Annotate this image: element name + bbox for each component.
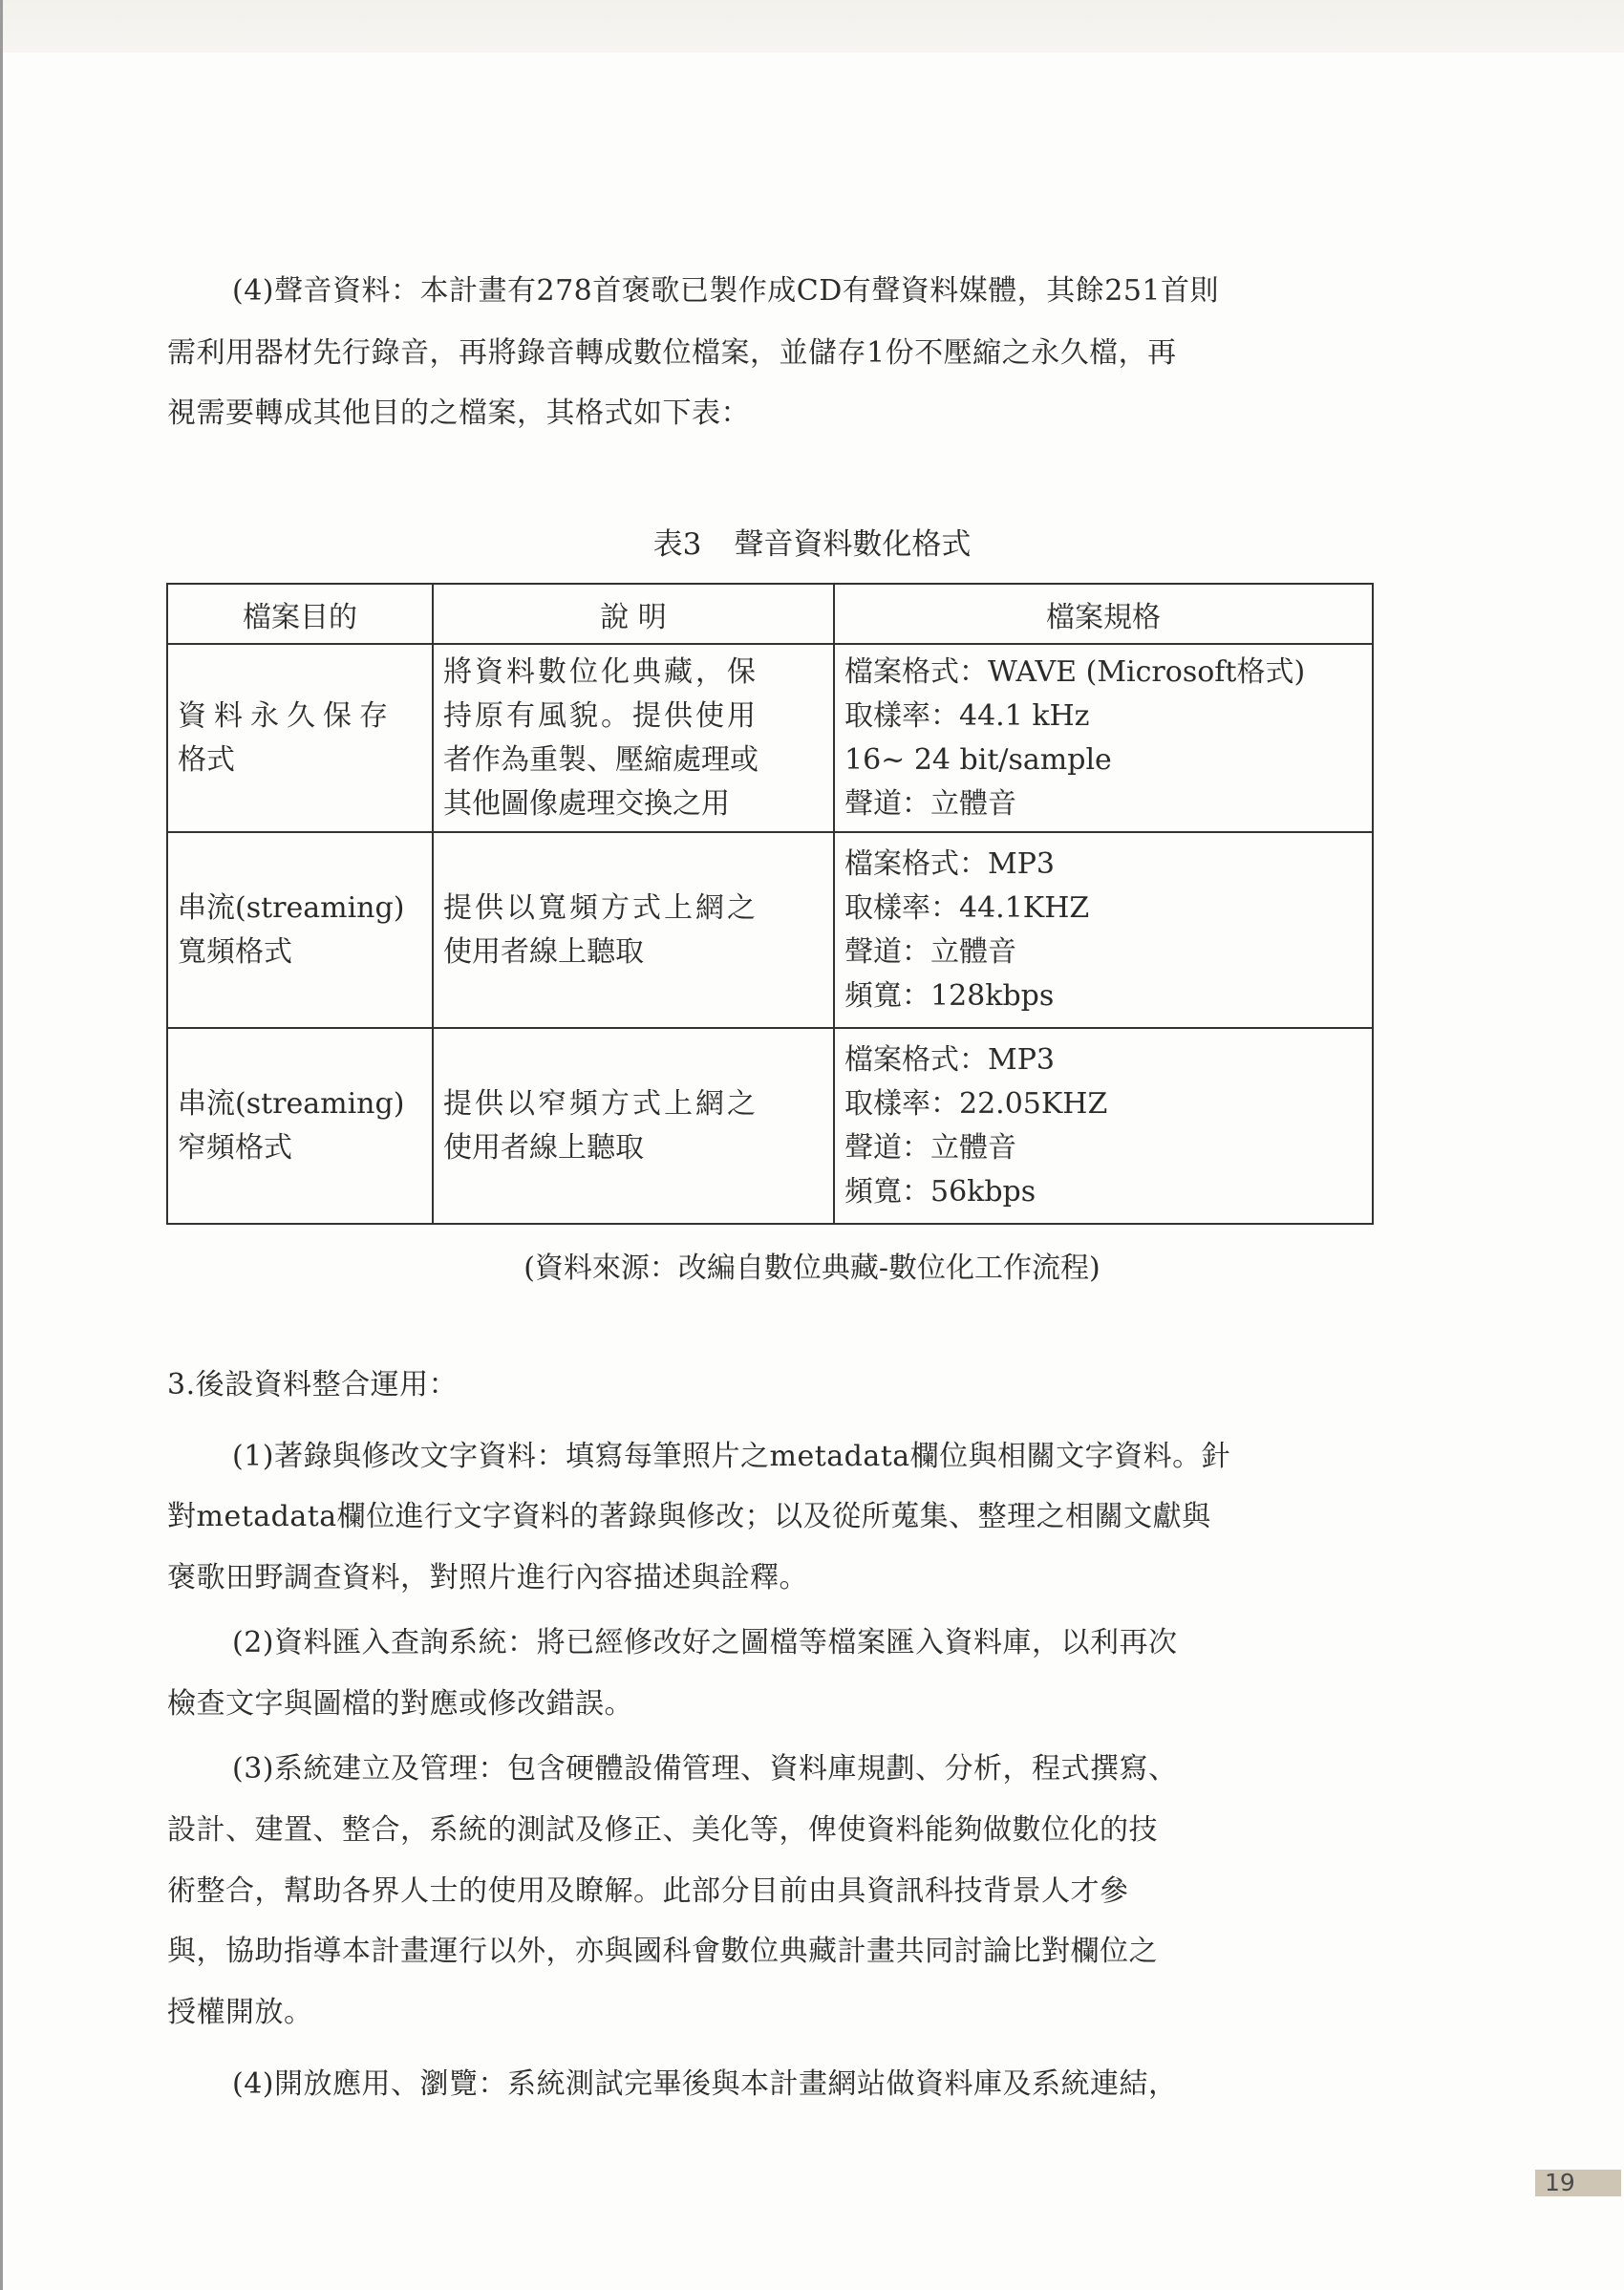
description-line: 提供以窄頻方式上網之	[443, 1086, 759, 1121]
spec-line: 檔案格式：MP3	[844, 1042, 1055, 1077]
purpose-line: 寬頻格式	[178, 934, 292, 969]
purpose-line: 串流(streaming)	[178, 890, 405, 925]
item4-line-1: (4)開放應用、瀏覽：系統測試完畢後與本計畫網站做資料庫及系統連結，	[232, 2067, 1178, 2101]
paragraph-sound-line-2: 需利用器材先行錄音，再將錄音轉成數位檔案，並儲存1份不壓縮之永久檔，再	[167, 336, 1177, 370]
spec-line: 檔案格式：WAVE (Microsoft格式)	[844, 654, 1306, 689]
spec-line: 檔案格式：MP3	[844, 846, 1055, 881]
item2-line-1: (2)資料匯入查詢系統：將已經修改好之圖檔等檔案匯入資料庫，以利再次	[232, 1626, 1178, 1659]
audio-format-table	[166, 583, 1374, 1225]
spec-line: 16~ 24 bit/sample	[844, 742, 1112, 777]
item3-line-3: 術整合，幫助各界人士的使用及瞭解。此部分目前由具資訊科技背景人才參	[167, 1874, 1129, 1908]
spec-line: 取樣率：22.05KHZ	[844, 1086, 1108, 1121]
cell-description	[433, 832, 834, 1028]
item3-line-5: 授權開放。	[167, 1996, 313, 2029]
item3-line-1: (3)系統建立及管理：包含硬體設備管理、資料庫規劃、分析，程式撰寫、	[232, 1752, 1178, 1786]
spec-line: 頻寬：56kbps	[844, 1174, 1036, 1209]
spec-line: 取樣率：44.1KHZ	[844, 890, 1090, 925]
spec-line: 頻寬：128kbps	[844, 978, 1055, 1013]
header-purpose: 檔案目的	[167, 584, 433, 644]
spec-line: 聲道：立體音	[844, 1130, 1016, 1165]
table-row	[167, 644, 1373, 832]
table-caption	[0, 525, 1624, 564]
cell-purpose	[167, 1028, 433, 1224]
purpose-line: 資料永久保存	[178, 698, 395, 733]
description-line: 持原有風貌。提供使用	[443, 698, 759, 733]
table-header-row	[167, 584, 1373, 644]
spec-line: 聲道：立體音	[844, 786, 1016, 821]
purpose-line: 格式	[178, 742, 235, 777]
cell-spec	[834, 1028, 1373, 1224]
scan-top-band	[0, 0, 1624, 53]
cell-purpose	[167, 832, 433, 1028]
cell-description	[433, 1028, 834, 1224]
scan-left-edge	[0, 0, 3, 2290]
description-line: 其他圖像處理交換之用	[443, 786, 730, 821]
header-spec: 檔案規格	[834, 584, 1373, 644]
item1-line-2: 對metadata欄位進行文字資料的著錄與修改；以及從所蒐集、整理之相關文獻與	[167, 1500, 1211, 1533]
description-line: 者作為重製、壓縮處理或	[443, 742, 759, 777]
purpose-line: 串流(streaming)	[178, 1086, 405, 1121]
page-number: 19	[1535, 2170, 1621, 2196]
description-line: 使用者線上聽取	[443, 1130, 644, 1165]
cell-spec	[834, 644, 1373, 832]
table-caption-number: 表3	[652, 527, 702, 562]
item3-line-4: 與，協助指導本計畫運行以外，亦與國科會數位典藏計畫共同討論比對欄位之	[167, 1935, 1158, 1968]
item1-line-1: (1)著錄與修改文字資料：填寫每筆照片之metadata欄位與相關文字資料。針	[232, 1440, 1231, 1473]
cell-purpose	[167, 644, 433, 832]
table-source-note: (資料來源：改編自數位典藏-數位化工作流程)	[524, 1252, 1100, 1285]
purpose-line: 窄頻格式	[178, 1130, 292, 1165]
table-caption-title: 聲音資料數化格式	[734, 527, 972, 562]
description-line: 提供以寬頻方式上網之	[443, 890, 759, 925]
description-line: 將資料數位化典藏，保	[443, 654, 759, 689]
cell-description	[433, 644, 834, 832]
item1-line-3: 褒歌田野調查資料，對照片進行內容描述與詮釋。	[167, 1561, 808, 1594]
spec-line: 取樣率：44.1 kHz	[844, 698, 1090, 733]
spec-line: 聲道：立體音	[844, 934, 1016, 969]
table-row	[167, 1028, 1373, 1224]
header-description: 說 明	[433, 584, 834, 644]
cell-spec	[834, 832, 1373, 1028]
item3-line-2: 設計、建置、整合，系統的測試及修正、美化等，俾使資料能夠做數位化的技	[167, 1813, 1158, 1847]
table-row	[167, 832, 1373, 1028]
paragraph-sound-line-1: (4)聲音資料：本計畫有278首褒歌已製作成CD有聲資料媒體，其餘251首則	[232, 274, 1220, 308]
description-line: 使用者線上聽取	[443, 934, 644, 969]
item2-line-2: 檢查文字與圖檔的對應或修改錯誤。	[167, 1687, 633, 1721]
section-heading: 3.後設資料整合運用：	[167, 1368, 459, 1402]
paragraph-sound-line-3: 視需要轉成其他目的之檔案，其格式如下表：	[167, 396, 750, 430]
